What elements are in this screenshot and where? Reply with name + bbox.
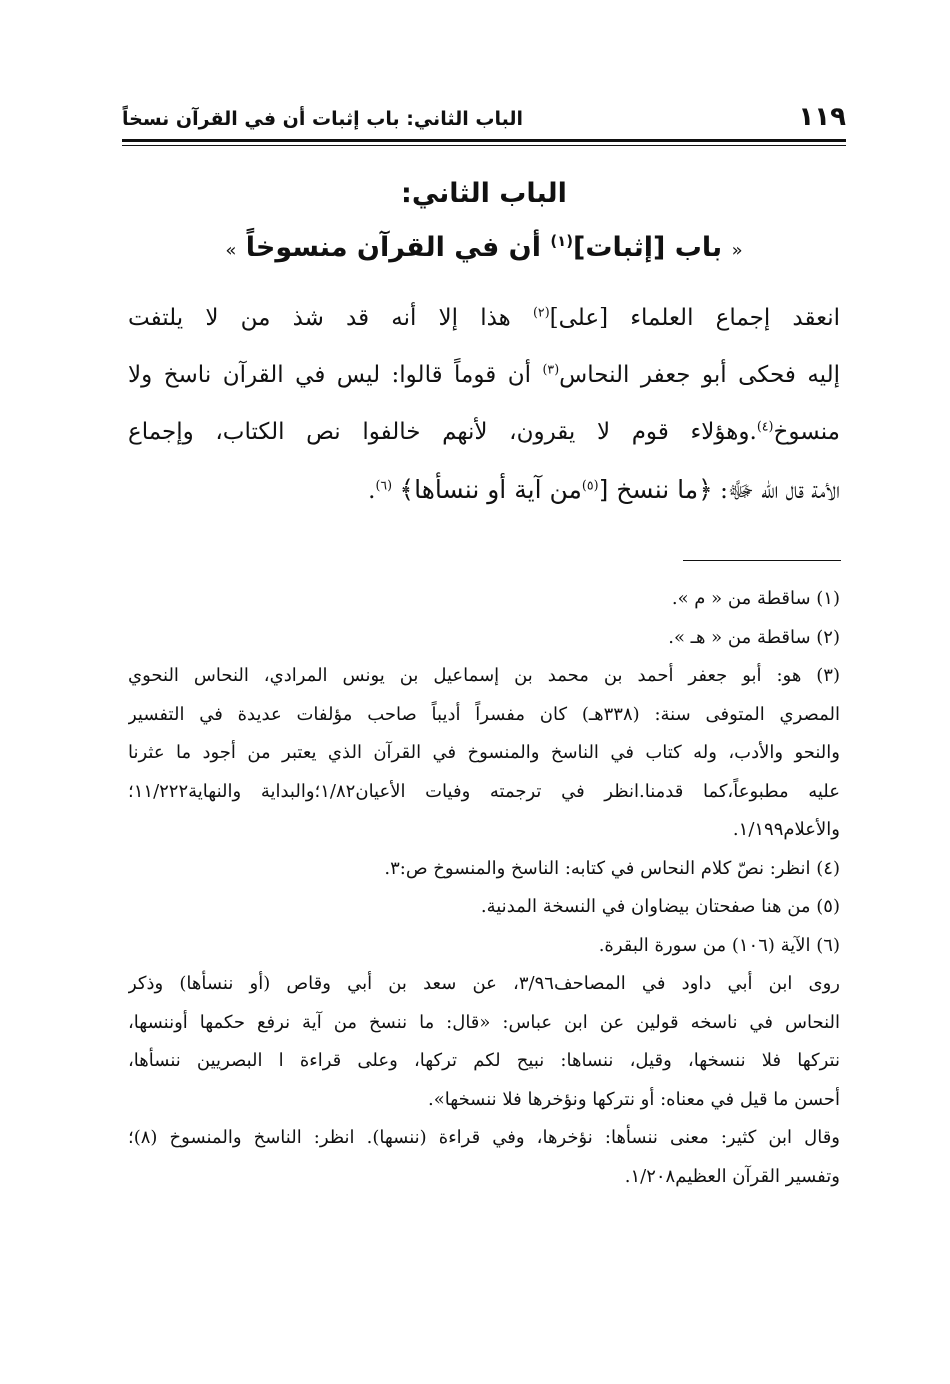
main-line-3-text-a: منسوخ	[773, 419, 840, 445]
subtitle-part-2: أن في القرآن منسوخاً	[245, 232, 551, 263]
main-line-1-text-b: هذا إلا أنه قد شذ من لا يلتفت	[128, 305, 533, 331]
footnote-ref-5: (٥)	[581, 477, 599, 493]
footnote-3-line-4: عليه مطبوعاً،كما قدمنا.انظر في ترجمته وفيات الأعيان١/٨٢؛والبداية والنهاية١١/٢٢٢؛	[128, 780, 840, 802]
footnote-ref-6: (٦)	[375, 477, 393, 493]
running-header	[122, 100, 846, 140]
main-line-2-text-b: أن قوماً قالوا: ليس في القرآن ناسخ ولا	[128, 362, 543, 388]
running-title: الباب الثاني: باب إثبات أن في القرآن نسخاً	[122, 108, 523, 130]
quran-verse-a: ﴿ما ننسخ [	[598, 475, 713, 504]
main-line-1	[128, 290, 840, 347]
footnote-6-line-6: وقال ابن كثير: معنى ننسأها: نؤخرها، وفي قراءة (ننسها). انظر: الناسخ والمنسوخ (٨)؛	[128, 1127, 840, 1148]
footnote-ref-4: (٤)	[756, 418, 774, 434]
footnote-4: (٤) انظر: نصّ كلام النحاس في كتابه: الناسخ والمنسوخ ص:٣.	[384, 857, 840, 879]
footnote-ref-3: (٣)	[542, 361, 560, 377]
main-line-2	[128, 347, 840, 404]
main-line-3	[128, 404, 840, 461]
main-line-1-text-a: انعقد إجماع العلماء [على]	[549, 305, 840, 331]
footnote-3-line-2: المصري المتوفى سنة: (٣٣٨هـ) كان مفسراً أديباً صاحب مؤلفات عديدة في التفسير	[128, 703, 840, 725]
footnote-3-line-5: والأعلام١/١٩٩.	[732, 819, 840, 840]
footnote-1: (١) ساقطة من « م ».	[671, 588, 840, 609]
subtitle-part-1: باب [إثبات]	[573, 232, 723, 263]
main-line-4-end: .	[368, 478, 376, 504]
subtitle-close-quote: »	[225, 240, 237, 261]
main-text	[128, 290, 840, 518]
footnote-3-line-1: (٣) هو: أبو جعفر أحمد بن محمد بن إسماعيل بن يونس المرادي، النحاس النحوي	[128, 665, 840, 686]
footnote-6-line-4: نتركها فلا ننسخها، وقيل، ننساها: نبيح لكم تركها، وعلى قراءة ا البصريين ننسأها،	[128, 1050, 840, 1071]
footnote-ref-2: (٢)	[532, 304, 550, 320]
footnotes	[128, 580, 840, 1196]
footnote-ref-1: (١)	[550, 232, 574, 250]
page-number: ١١٩	[798, 102, 846, 132]
chapter-subtitle	[122, 232, 846, 263]
footnote-separator	[683, 560, 841, 561]
footnote-5: (٥) من هنا صفحتان بيضاوان في النسخة المدنية.	[480, 896, 840, 917]
footnote-6-line-3: النحاس في ناسخه قولين عن ابن عباس: «قال: ما ننسخ من آية نرفع حكمها أوننسها،	[128, 1011, 840, 1033]
subtitle-open-quote: «	[731, 240, 743, 261]
main-line-2-text-a: إليه فحكى أبو جعفر النحاس	[559, 362, 840, 388]
main-line-4	[128, 461, 840, 518]
quran-verse-b: من آية أو ننسأها﴾	[399, 475, 582, 504]
footnote-3-line-3: والنحو والأدب، وله كتاب في الناسخ والمنسوخ في القرآن الذي يعتبر من أجود ما عثرنا	[128, 742, 840, 763]
footnote-2: (٢) ساقطة من « هـ ».	[668, 626, 840, 648]
main-line-3-text-b: .وهؤلاء قوم لا يقرون، لأنهم خالفوا نص الكتاب، وإجماع	[128, 419, 757, 445]
header-rule-thick	[122, 139, 846, 142]
footnote-6: (٦) الآية (١٠٦) من سورة البقرة.	[598, 934, 840, 956]
chapter-title: الباب الثاني:	[401, 178, 567, 209]
footnote-6-line-7: وتفسير القرآن العظيم١/٢٠٨.	[624, 1165, 840, 1187]
footnote-6-line-2: روى ابن أبي داود في المصاحف٣/٩٦، عن سعد بن أبي وقاص (أو ننسأها) وذكر	[128, 973, 840, 994]
footnote-6-line-5: أحسن ما قيل في معناه: أو نتركها ونؤخرها فلا ننسخها».	[428, 1088, 840, 1110]
main-line-4-text-a: الأمة قال الله ﷻ:	[712, 478, 840, 504]
header-rule-thin	[122, 145, 846, 146]
